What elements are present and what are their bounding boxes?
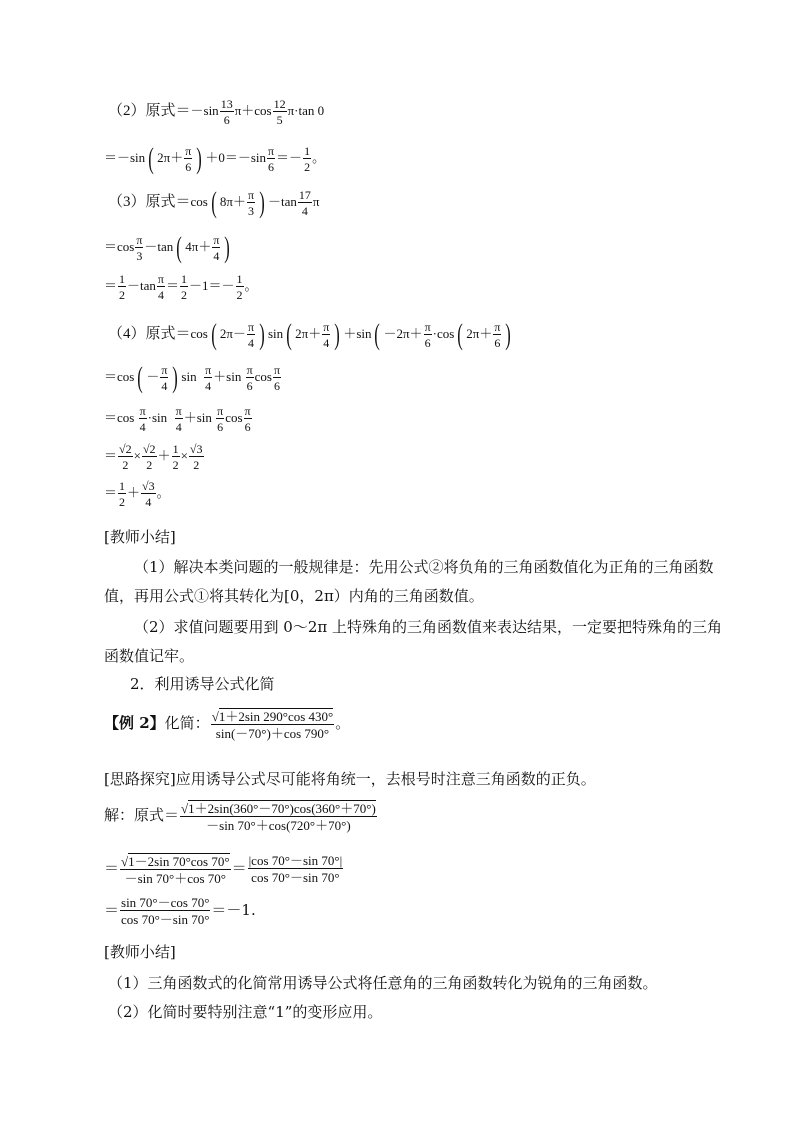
- summary2-p2: （2）化简时要特别注意“1”的变形应用。: [108, 1003, 383, 1021]
- part4-line2: ＝cos ( － $\frac{\pi}{4}$ ) sin $\frac{\pi}{4}$ ＋sin $\frac{\pi}{6}$ cos $\frac{\pi}{6}$: [104, 361, 281, 394]
- part3-line3: ＝ $\frac{1}{2}$ －tan $\frac{\pi}{4}$ ＝ $\frac{1}{2}$ －1＝－ $\frac{1}{2}$ 。: [104, 272, 258, 302]
- summary2-heading: [教师小结]: [104, 943, 176, 961]
- summary1-heading: [教师小结]: [104, 528, 176, 546]
- solution-line3: ＝ $\frac{\sin 70^\circ-\cos 70^\circ}{\cos 70^\circ-\sin 70^\circ}$ ＝－1.: [104, 895, 256, 927]
- example-label: 【例 2】: [104, 714, 165, 732]
- summary2-p1: （1）三角函数式的化简常用诱导公式将任意角的三角函数转化为锐角的三角函数。: [108, 974, 658, 992]
- part2-line1: （2）原式＝－sin $\frac{13}{6}$ π＋cos $\frac{12}{5}$ π·tan 0: [108, 97, 325, 127]
- part4-line1: （4）原式＝cos ( 2π－ $\frac{\pi}{4}$ ) sin ( 2π＋ $\frac{\pi}{4}$ ) ＋sin ( －2π＋ $\frac{\pi}{6}$ ·cos ( 2π＋ $\frac{\pi}{6}$ ): [108, 318, 512, 351]
- part3-line1: （3）原式＝cos ( 8π＋ $\frac{\pi}{3}$ ) －tan $\frac{17}{4}$ π: [108, 186, 320, 219]
- part3-line2: ＝cos $\frac{\pi}{3}$ －tan ( 4π＋ $\frac{\pi}{4}$ ): [104, 231, 231, 264]
- summary1-p1: （1）解决本类问题的一般规律是：先用公式②将负角的三角函数值化为正角的三角函数值，再用公式①将其转化为[0，2π）内角的三角函数值。: [104, 558, 714, 605]
- solution-line1: 解：原式＝ $\frac{√1+2\sin(360^\circ-70^\circ)\cos(360^\circ+70^\circ)}{-\sin 70^\circ+\cos(720^\circ+70^\circ)}$: [104, 801, 376, 833]
- part4-line5: ＝ $\frac{1}{2}$ ＋ $\frac{√3}{4}$ 。: [104, 479, 170, 509]
- part4-line3: ＝cos $\frac{\pi}{4}$ ·sin $\frac{\pi}{4}$ ＋sin $\frac{\pi}{6}$ cos $\frac{\pi}{6}$: [104, 404, 251, 434]
- summary1-p2: （2）求值问题要用到 0～2π 上特殊角的三角函数值来表达结果，一定要把特殊角的三角函数值记牢。: [104, 618, 723, 665]
- solution-line2: ＝ $\frac{√1-2\sin 70^\circ\cos 70^\circ}{-\sin 70^\circ+\cos 70^\circ}$ ＝ $\frac{|\cos 70^\circ-\sin 70^\circ|}{\cos 70^\circ-\sin 70^\circ}$: [104, 853, 343, 886]
- example2: 【例 2】化简： $\frac{√1+2\sin 290^\circ\cos 430^\circ}{\sin(-70^\circ)+\cos 790^\circ}$ 。: [104, 709, 351, 741]
- thinking-text: [思路探究]应用诱导公式尽可能将角统一，去根号时注意三角函数的正负。: [104, 770, 596, 788]
- section-title: 2．利用诱导公式化简: [130, 675, 275, 693]
- part4-line4: ＝ $\frac{√2}{2}$ × $\frac{√2}{2}$ ＋ $\frac{1}{2}$ × $\frac{√3}{2}$: [104, 442, 203, 472]
- part2-line2: ＝－sin ( 2π＋ $\frac{\pi}{6}$ ) ＋0＝－sin $\frac{\pi}{6}$ ＝－ $\frac{1}{2}$ 。: [104, 142, 326, 175]
